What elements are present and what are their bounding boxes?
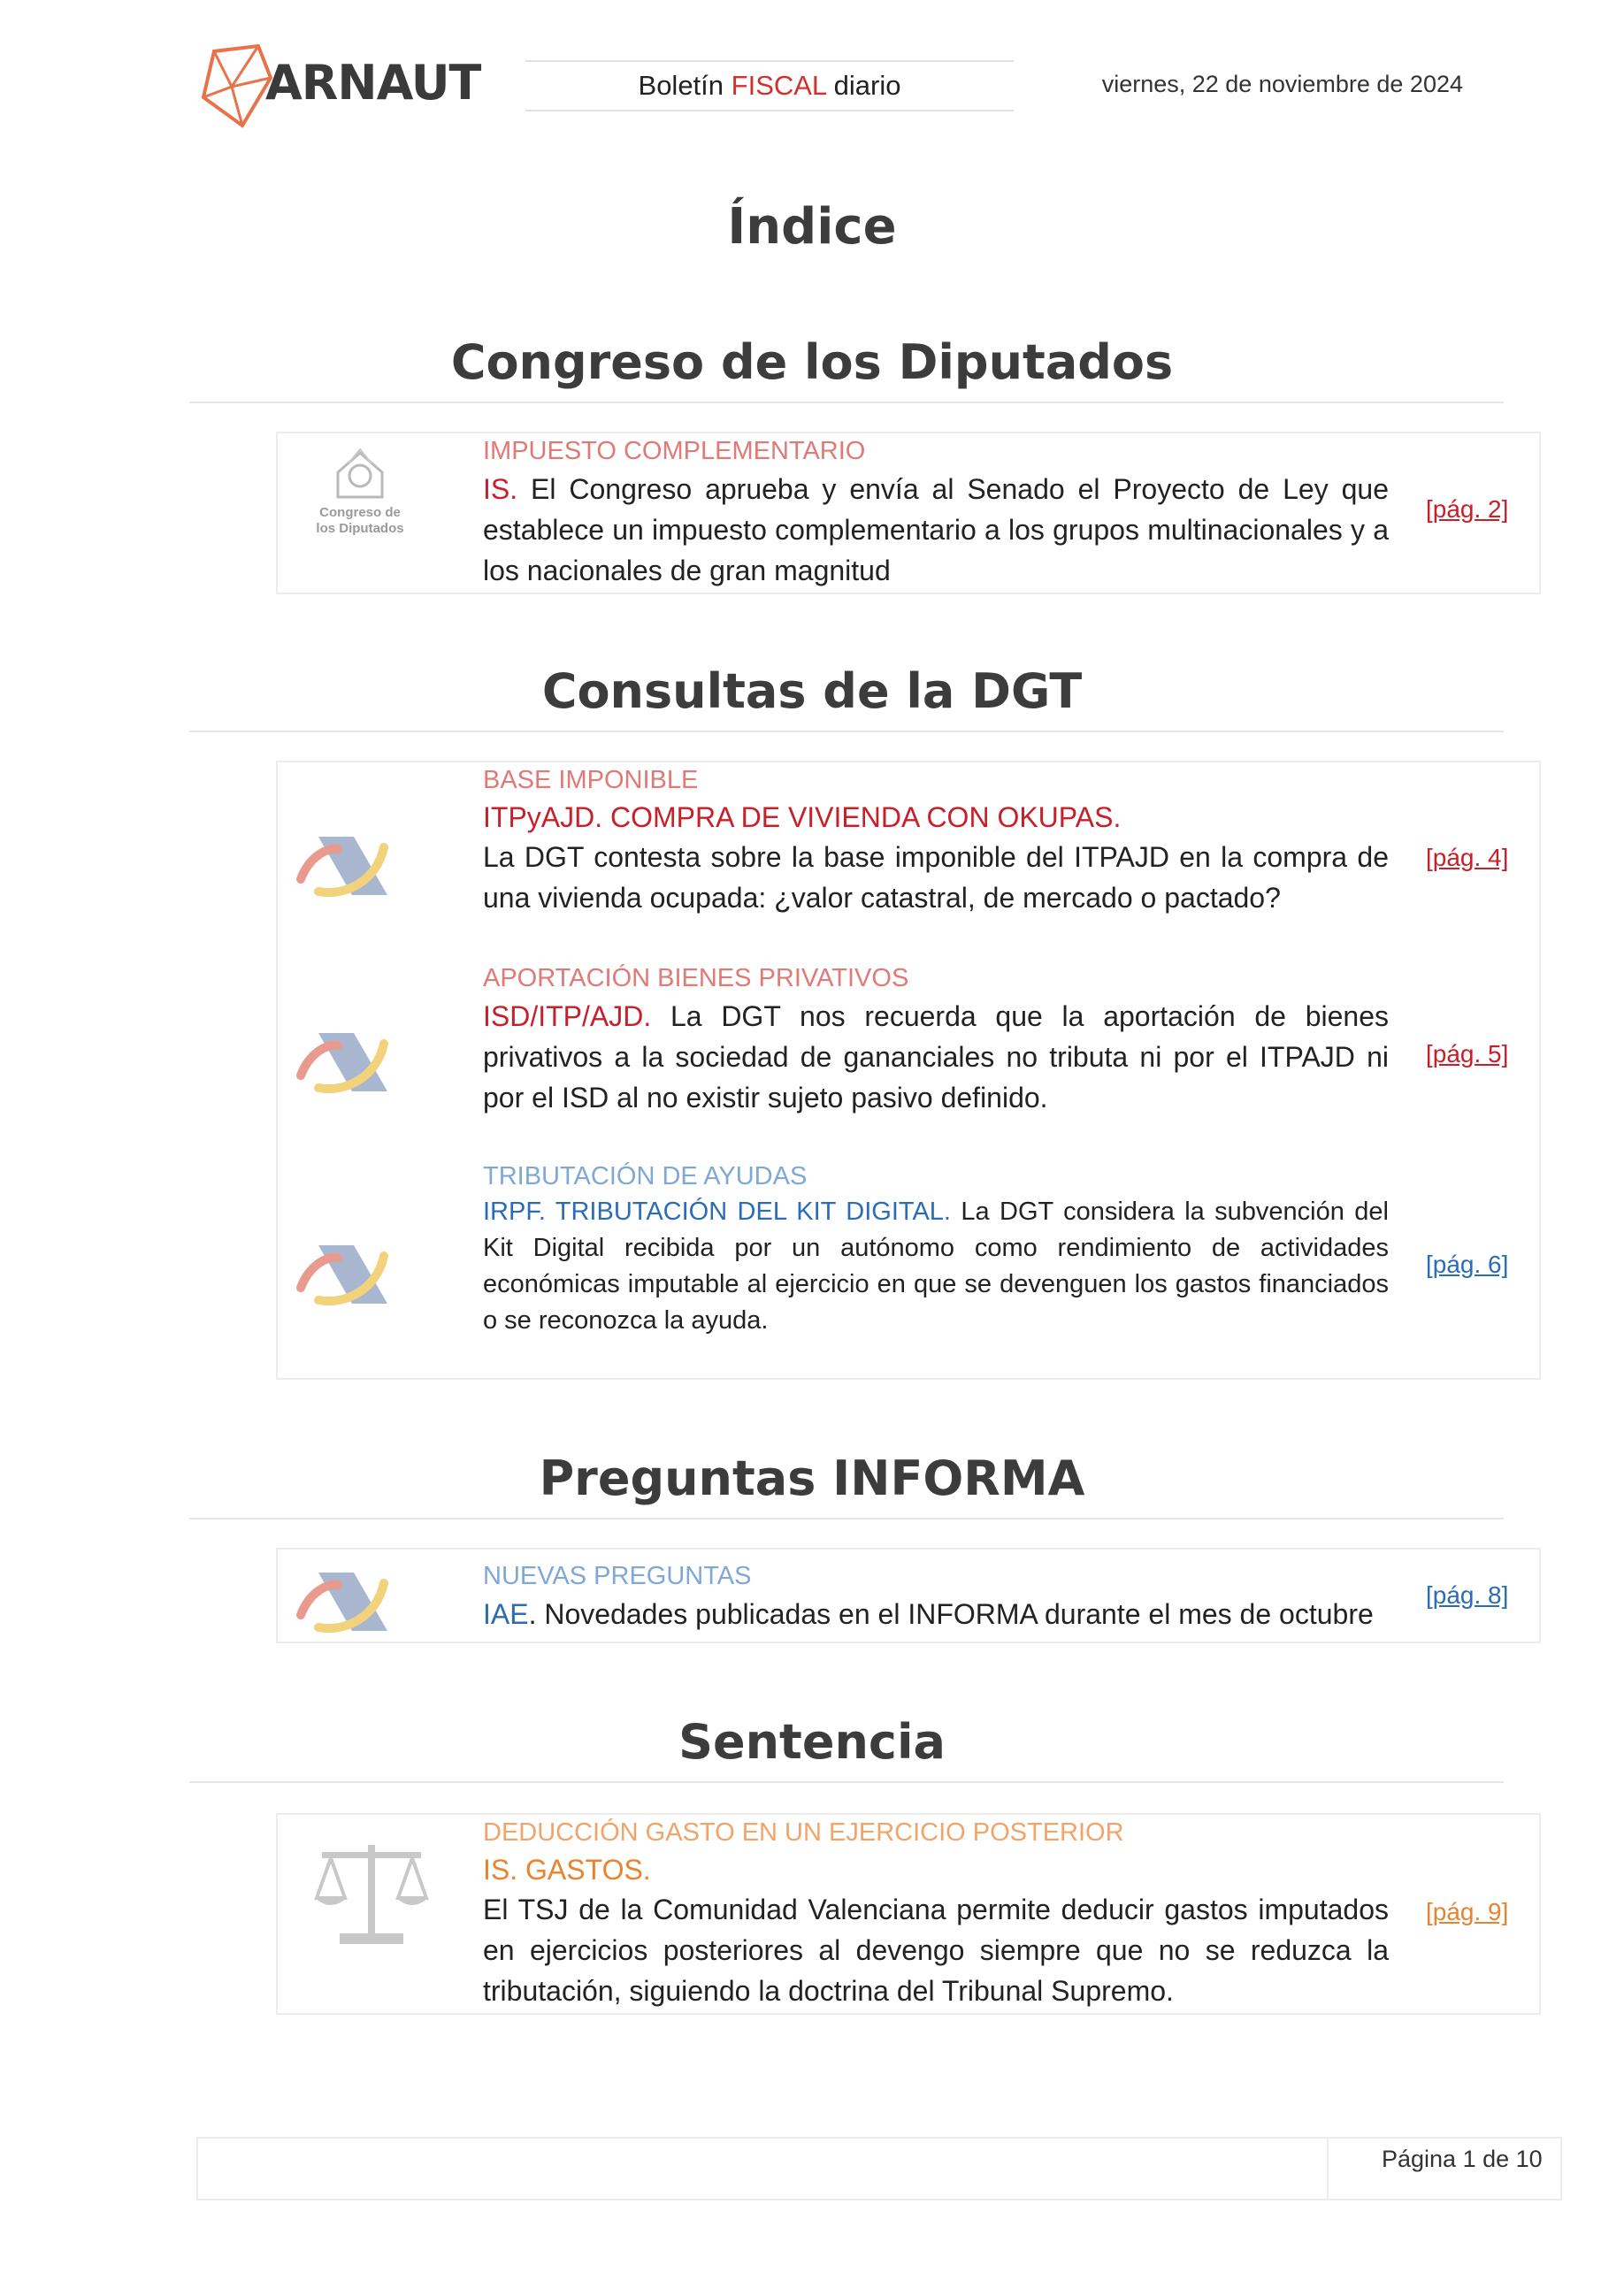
entry-lead: IS. GASTOS. <box>483 1854 651 1886</box>
entry-dgt-3 <box>483 1159 1389 1339</box>
entry-tag: BASE IMPONIBLE <box>483 766 699 794</box>
page-link-4[interactable]: [pág. 4] <box>1426 844 1509 871</box>
congreso-logo-line2: los Diputados <box>316 521 404 536</box>
entry-sentencia-1 <box>483 1815 1389 2011</box>
entry-tag: APORTACIÓN BIENES PRIVATIVOS <box>483 964 909 992</box>
congreso-emblem-icon <box>329 446 391 501</box>
footer-divider <box>1327 2137 1329 2199</box>
section-title-informa: Preguntas INFORMA <box>539 1450 1085 1506</box>
entry-dgt-1 <box>483 762 1389 918</box>
bulletin-date: viernes, 22 de noviembre de 2024 <box>1101 71 1463 97</box>
page-link-5[interactable]: [pág. 5] <box>1426 1040 1509 1068</box>
entry-body: La DGT nos recuerda que la aportación de bienes privativos a la sociedad de gananciales no tributa ni por el ITPAJD ni por el ISD al no existir sujeto pasivo definido. <box>483 1000 1389 1114</box>
bulletin-highlight: FISCAL <box>731 70 827 101</box>
section-divider <box>189 731 1504 732</box>
entry-body: . Novedades publicadas en el INFORMA durante el mes de octubre <box>528 1598 1374 1630</box>
section-divider <box>189 402 1504 403</box>
congreso-logo <box>311 446 409 552</box>
section-title-dgt: Consultas de la DGT <box>541 663 1083 719</box>
entry-informa-1 <box>483 1558 1389 1634</box>
entry-body: La DGT contesta sobre la base imponible del ITPAJD en la compra de una vivienda ocupada: ¿valor catastral, de mercado o pactado? <box>483 841 1389 914</box>
section-title-sentencia: Sentencia <box>678 1714 946 1770</box>
scales-of-justice-icon <box>310 1836 433 1951</box>
bulletin-suffix: diario <box>826 70 901 101</box>
page-link-2[interactable]: [pág. 2] <box>1426 495 1509 523</box>
aeat-logo-icon <box>292 810 398 907</box>
aeat-logo-icon <box>292 1219 398 1316</box>
entry-tag: TRIBUTACIÓN DE AYUDAS <box>483 1162 808 1190</box>
page-number: Página 1 de 10 <box>1382 2146 1543 2172</box>
entry-lead: IRPF. TRIBUTACIÓN DEL KIT DIGITAL. <box>483 1198 951 1226</box>
bulletin-prefix: Boletín <box>638 70 732 101</box>
arnaut-logo-icon <box>196 42 276 131</box>
entry-body: La DGT considera la subvención del Kit Digital recibida por un autónomo como rendimiento de actividades económicas imputable al ejercicio en que se devenguen los gastos financiados o se reconozca la ayuda. <box>483 1198 1389 1335</box>
section-title-congreso: Congreso de los Diputados <box>450 334 1174 390</box>
entry-tag: DEDUCCIÓN GASTO EN UN EJERCICIO POSTERIOR <box>483 1818 1124 1847</box>
aeat-logo-icon <box>292 1546 398 1643</box>
entry-text <box>483 1594 1389 1634</box>
entry-text <box>483 469 1389 591</box>
entry-text <box>483 1194 1389 1339</box>
entry-dgt-2 <box>483 960 1389 1118</box>
entry-congreso-1 <box>483 433 1389 591</box>
entry-lead: IAE <box>483 1598 529 1630</box>
page-link-6[interactable]: [pág. 6] <box>1426 1251 1509 1278</box>
congreso-logo-line1: Congreso de <box>319 505 401 520</box>
entry-lead: ISD/ITP/AJD. <box>483 1000 652 1032</box>
brand-name: ARNAUT <box>265 55 481 111</box>
entry-text <box>483 996 1389 1118</box>
entry-lead: IS. <box>483 473 518 505</box>
entry-body: El TSJ de la Comunidad Valenciana permite deducir gastos imputados en ejercicios posteriores al devengo siempre que no se reduzca la tributación, siguiendo la doctrina del Tribunal Supremo. <box>483 1894 1389 2007</box>
entry-tag: NUEVAS PREGUNTAS <box>483 1562 752 1590</box>
footer <box>196 2137 1562 2200</box>
aeat-logo-icon <box>292 1006 398 1104</box>
section-divider <box>189 1781 1504 1783</box>
page-link-9[interactable]: [pág. 9] <box>1426 1898 1509 1925</box>
entry-tag: IMPUESTO COMPLEMENTARIO <box>483 437 866 465</box>
entry-body: El Congreso aprueba y envía al Senado el Proyecto de Ley que establece un impuesto complementario a los grupos multinacionales y a los nacionales de gran magnitud <box>483 473 1389 586</box>
index-title: Índice <box>727 198 897 256</box>
entry-lead: ITPyAJD. COMPRA DE VIVIENDA CON OKUPAS. <box>483 801 1122 833</box>
section-divider <box>189 1518 1504 1519</box>
bulletin-title <box>525 60 1014 111</box>
page-link-8[interactable]: [pág. 8] <box>1426 1581 1509 1609</box>
